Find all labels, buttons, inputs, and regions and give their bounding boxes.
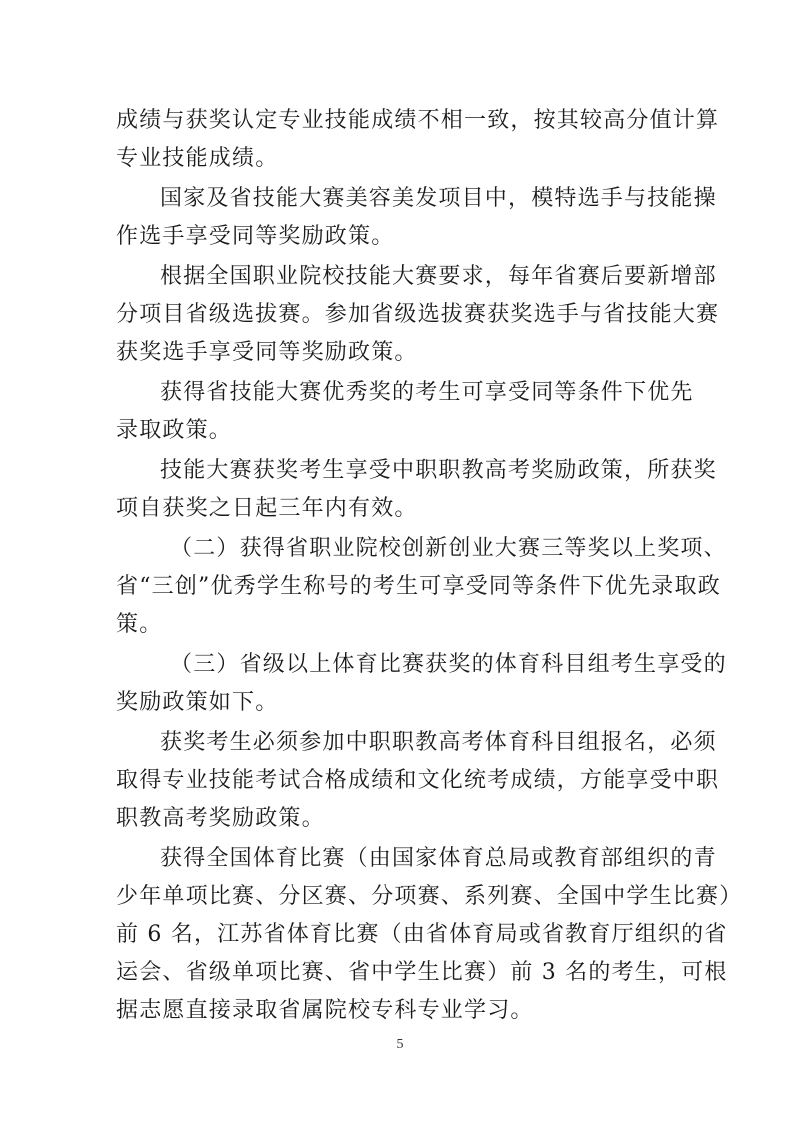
text-line: 策。 (116, 612, 163, 637)
text-line: 国家及省技能大赛美容美发项目中，模特选手与技能操 (160, 186, 717, 211)
text-line: （二）获得省职业院校创新创业大赛三等奖以上奖项、 (170, 536, 727, 561)
text-line: 录取政策。 (116, 418, 233, 443)
text-line: 运会、省级单项比赛、省中学生比赛）前 3 名的考生，可根 (116, 960, 728, 985)
text-line: 根据全国职业院校技能大赛要求，每年省赛后要新增部 (160, 264, 717, 289)
text-line: 获奖考生必须参加中职职教高考体育科目组报名，必须 (160, 730, 717, 755)
text-line: 取得专业技能考试合格成绩和文化统考成绩，方能享受中职 (116, 768, 720, 793)
text-line: 项自获奖之日起三年内有效。 (116, 496, 418, 521)
text-line: 职教高考奖励政策。 (116, 806, 325, 831)
text-line: 获得省技能大赛优秀奖的考生可享受同等条件下优先 (160, 380, 694, 405)
text-line: 成绩与获奖认定专业技能成绩不相一致，按其较高分值计算 (116, 108, 720, 133)
text-line: 少年单项比赛、分区赛、分项赛、系列赛、全国中学生比赛） (116, 884, 743, 909)
text-line: 前 6 名，江苏省体育比赛（由省体育局或省教育厅组织的省 (116, 922, 728, 947)
text-line: 获得全国体育比赛（由国家体育总局或教育部组织的青 (160, 846, 717, 871)
text-line: （三）省级以上体育比赛获奖的体育科目组考生享受的 (170, 652, 727, 677)
text-line: 奖励政策如下。 (116, 690, 279, 715)
text-line: 获奖选手享受同等奖励政策。 (116, 340, 418, 365)
text-line: 据志愿直接录取省属院校专科专业学习。 (116, 998, 534, 1023)
text-line: 省“三创”优秀学生称号的考生可享受同等条件下优先录取政 (116, 574, 721, 599)
text-line: 作选手享受同等奖励政策。 (116, 224, 395, 249)
page-number: 5 (396, 1037, 404, 1052)
text-line: 技能大赛获奖考生享受中职职教高考奖励政策，所获奖 (160, 458, 717, 483)
text-line: 专业技能成绩。 (116, 146, 279, 171)
text-line: 分项目省级选拔赛。参加省级选拔赛获奖选手与省技能大赛 (116, 302, 720, 327)
